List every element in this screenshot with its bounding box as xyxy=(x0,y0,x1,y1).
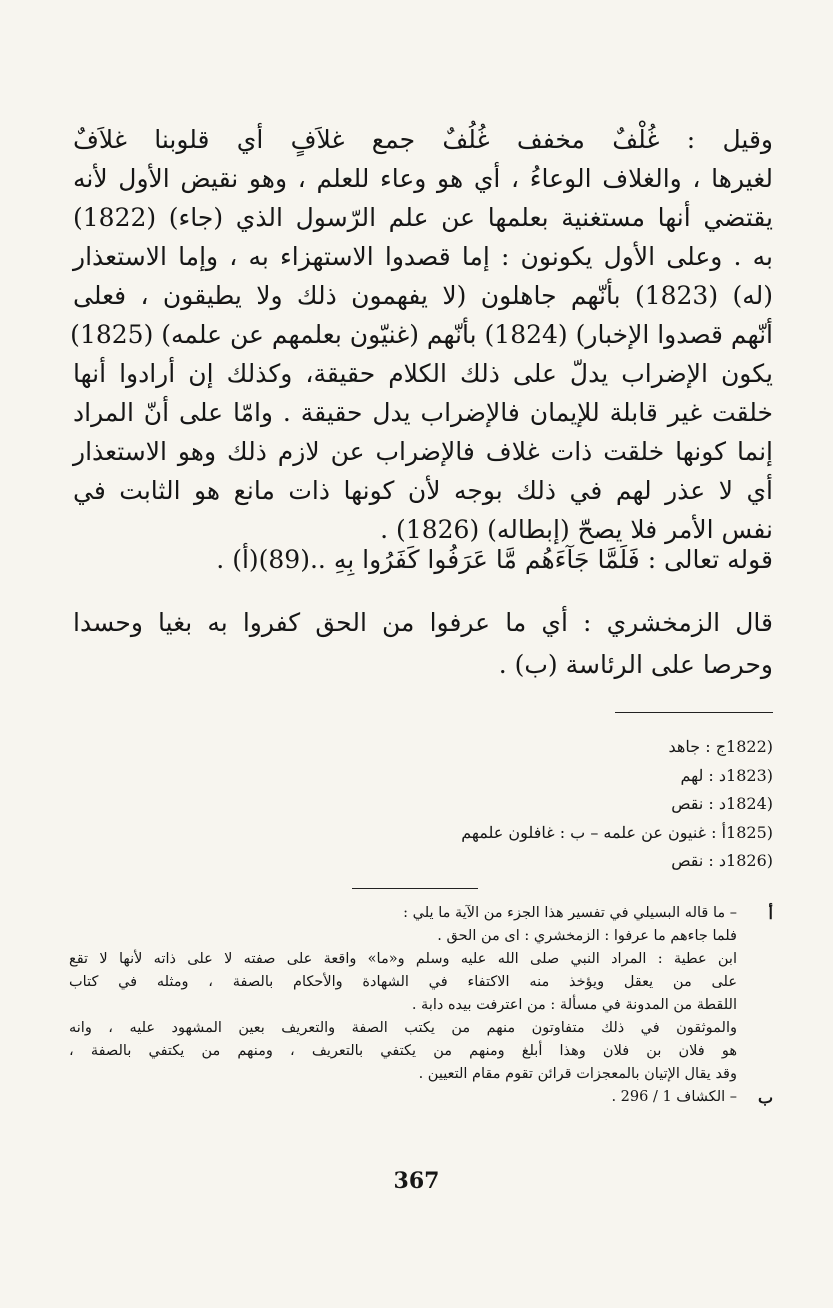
main-line: به . وعلى الأول يكونون : إما قصدوا الاستهزاء به ، وإما الاستعذار xyxy=(73,242,773,271)
note-text: أ : غنيون عن علمه – ب : غافلون علمهم xyxy=(461,822,727,842)
note-number: (1823 xyxy=(726,765,773,785)
note-number: (1822 xyxy=(726,737,773,756)
note-line: هو فلان بن فلان وهذا أبلغ ومنهم من يكتفي بالتعريف ، ومنهم من يكتفي بالصفة ، xyxy=(69,1043,737,1059)
main-line: أي لا عذر لهم في ذلك بوجه لأن كونها ذات مانع هو الثابت في xyxy=(73,476,773,505)
note-text: د : نقص xyxy=(671,851,727,870)
quote-line: قال الزمخشري : أي ما عرفوا من الحق كفروا به بغيا وحسدا xyxy=(73,608,773,637)
footnote-separator xyxy=(352,888,478,889)
note-text: د : لهم xyxy=(680,765,727,785)
variant-note xyxy=(73,790,773,819)
variant-note xyxy=(73,762,773,791)
source-footnotes xyxy=(69,902,773,1109)
note-number: (1826 xyxy=(726,851,773,870)
note-body xyxy=(69,1086,737,1109)
quote-line: وحرصا على الرئاسة (ب) . xyxy=(498,650,773,679)
variant-note xyxy=(73,819,773,848)
note-line: وقد يقال الإتيان بالمعجزات قرائن تقوم مقام التعيين . xyxy=(418,1066,737,1082)
note-number: (1825 xyxy=(726,822,773,842)
main-line: (له) (1823) بأنّهم جاهلون (لا يفهمون ذلك ولا يطيقون ، فعلى xyxy=(73,281,773,310)
note-line: فلما جاءهم ما عرفوا : الزمخشري : اى من الحق . xyxy=(437,928,737,944)
note-line: اللقطة من المدونة في مسألة : من اعترفت بيده دابة . xyxy=(411,997,737,1013)
note-mark: أ xyxy=(768,904,773,923)
main-line: لغيرها ، والغلاف الوعاءُ ، أي هو وعاء للعلم ، وهو نقيض الأول لأنه xyxy=(73,164,773,193)
source-note xyxy=(69,902,773,1086)
footnote-separator xyxy=(615,712,773,713)
note-line: ابن عطية : المراد النبي صلى الله عليه وسلم و«ما» واقعة على صفته لا على ذاته لأنها لا تقع xyxy=(69,951,737,967)
main-line: يقتضي أنها مستغنية بعلمها عن علم الرّسول الذي (جاء) (1822) xyxy=(73,203,773,232)
main-text xyxy=(70,120,773,549)
variant-note xyxy=(73,733,773,762)
variant-footnotes xyxy=(73,733,773,876)
zamakhshari-quote xyxy=(73,602,773,686)
page-number: 367 xyxy=(393,1168,440,1194)
variant-note xyxy=(73,847,773,876)
note-body xyxy=(69,902,737,1086)
note-mark: ب xyxy=(757,1088,773,1107)
verse-citation: قوله تعالى : فَلَمَّا جَآءَهُم مَّا عَرَفُوا كَفَرُوا بِهِ ..(89)(أ) . xyxy=(216,545,773,574)
main-line: أنّهم قصدوا الإخبار) (1824) بأنّهم (غنيّون بعلمهم عن علمه) (1825) xyxy=(70,320,773,349)
note-line: – الكشاف 1 / 296 . xyxy=(611,1089,737,1105)
note-line: والموثقون في ذلك متفاوتون منهم من يكتب الصفة والتعريف بعين المشهود عليه ، وانه xyxy=(69,1020,737,1036)
main-line: خلقت غير قابلة للإيمان فالإضراب يدل حقيقة . وامّا على أنّ المراد xyxy=(73,398,773,427)
main-line: يكون الإضراب يدلّ على ذلك الكلام حقيقة، وكذلك إن أرادوا أنها xyxy=(73,359,773,388)
note-number: (1824 xyxy=(726,794,773,813)
main-line: وقيل : غُلْفٌ مخفف غُلُفٌ جمع غلاَفٍ أي قلوبنا غلاَفٌ xyxy=(73,125,773,154)
note-line: على من يعقل ويؤخذ منه الاكتفاء في الشهادة والأحكام بالصفة ، ومثله في كتاب xyxy=(69,974,737,990)
note-text: ج : جاهد xyxy=(668,737,727,756)
main-line: نفس الأمر فلا يصحّ (إبطاله) (1826) . xyxy=(380,515,773,544)
note-text: د : نقص xyxy=(671,794,727,813)
source-note xyxy=(69,1086,773,1109)
note-line: – ما قاله البسيلي في تفسير هذا الجزء من الآية ما يلي : xyxy=(403,905,737,921)
main-line: إنما كونها خلقت ذات غلاف فالإضراب عن لازم ذلك وهو الاستعذار xyxy=(73,437,773,466)
